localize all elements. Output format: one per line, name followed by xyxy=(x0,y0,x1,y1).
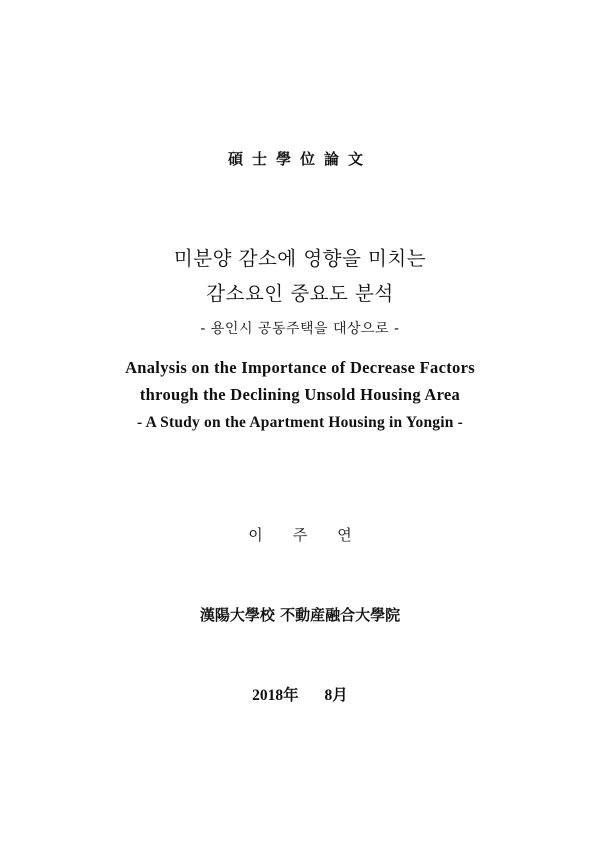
korean-title-line-1: 미분양 감소에 영향을 미치는 xyxy=(173,247,427,270)
english-subtitle: - A Study on the Apartment Housing in Yongin - xyxy=(136,414,464,431)
school-name: 漢陽大學校 不動産融合大學院 xyxy=(199,606,401,624)
korean-title-line-2: 감소요인 중요도 분석 xyxy=(206,282,394,305)
english-title-line-2: through the Declining Unsold Housing Area xyxy=(139,385,461,404)
submission-date: 2018年 8月 xyxy=(252,687,348,704)
korean-subtitle: - 용인시 공동주택을 대상으로 - xyxy=(200,321,400,337)
english-title-line-1: Analysis on the Importance of Decrease Factors xyxy=(125,358,475,377)
author-name: 이주연 xyxy=(248,526,382,544)
degree-type: 碩士學位論文 xyxy=(227,150,372,168)
